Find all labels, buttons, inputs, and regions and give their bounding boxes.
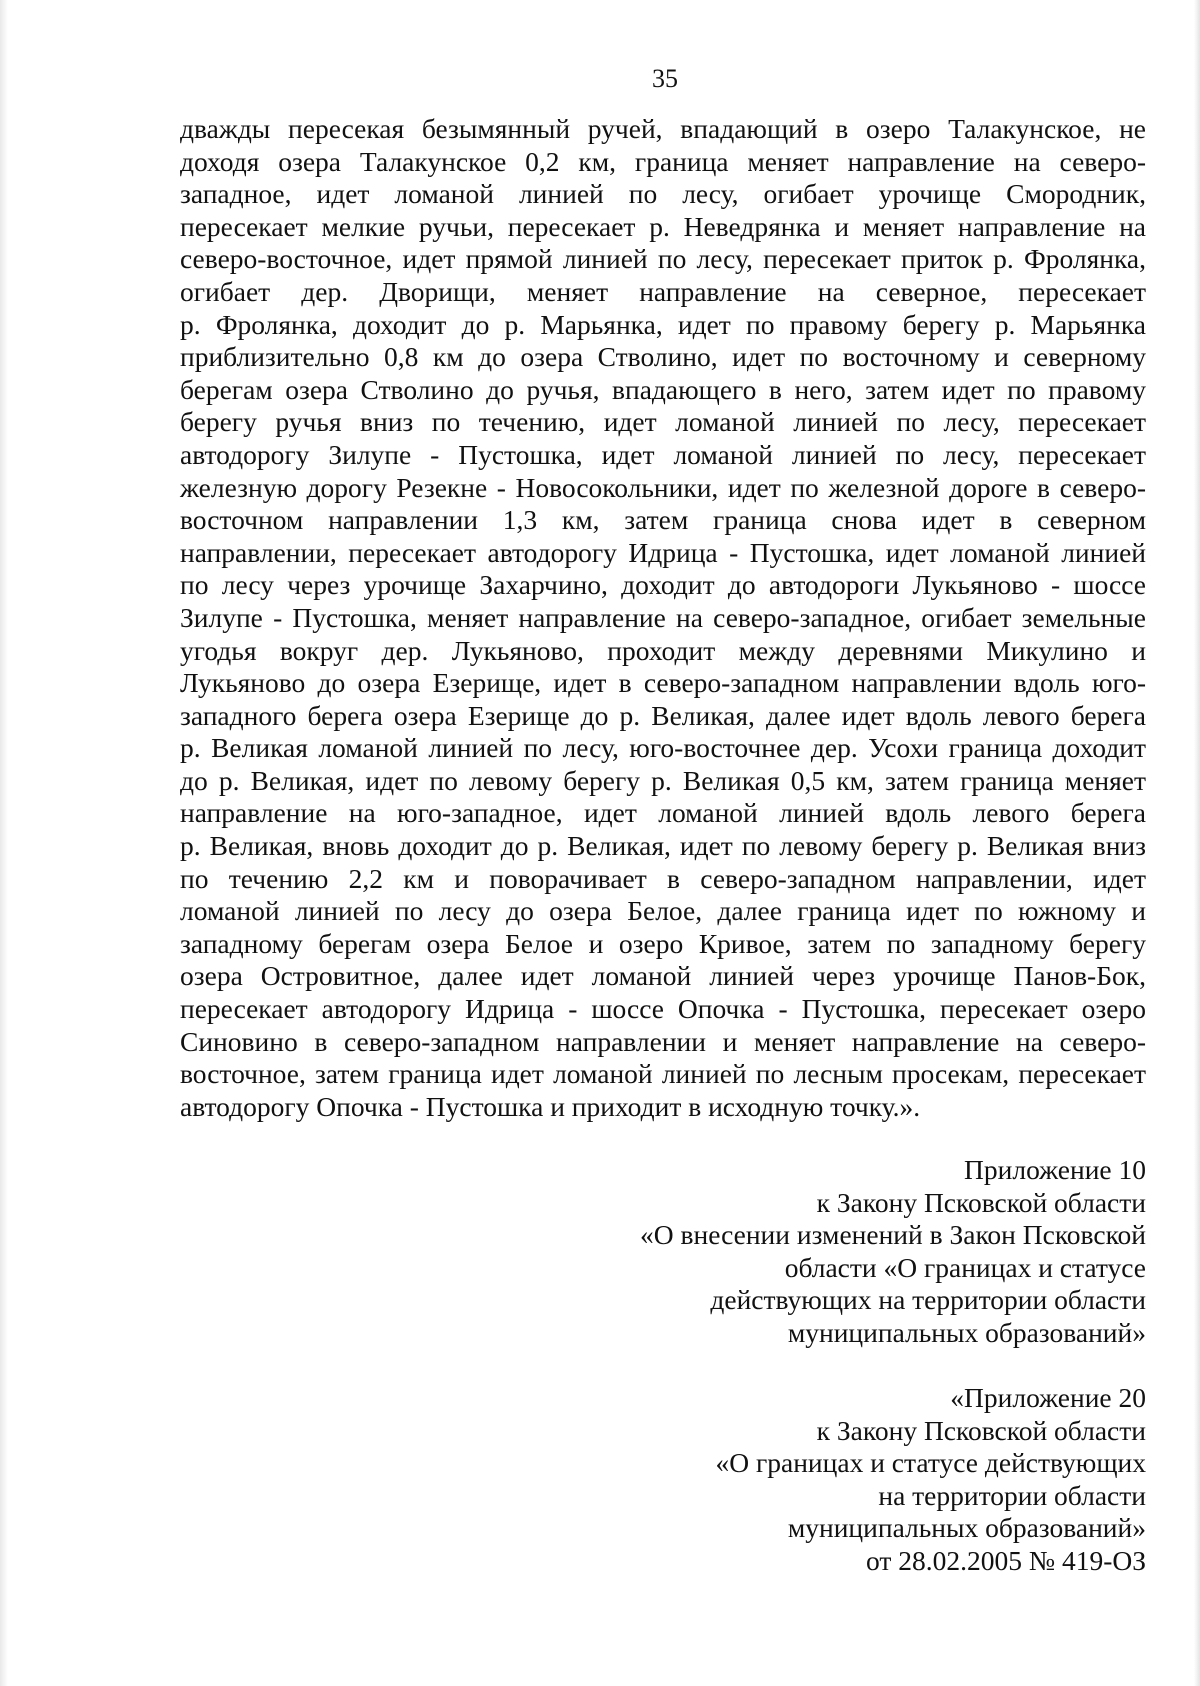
body-line: западное, идет ломаной линией по лесу, огибает урочище Смородник, <box>180 178 1146 210</box>
scan-edge-left <box>0 0 8 1686</box>
body-line: Синовино в северо-западном направлении и меняет направление на северо- <box>180 1025 1146 1057</box>
appendix-10-line: к Закону Псковской области <box>816 1186 1146 1218</box>
appendix-20-heading <box>446 1382 1146 1578</box>
body-line: до р. Великая, идет по левому берегу р. Великая 0,5 км, затем граница меняет <box>180 764 1146 796</box>
body-line: угодья вокруг дер. Лукьяново, проходит между деревнями Микулино и <box>180 634 1146 666</box>
body-line: северо-восточное, идет прямой линией по лесу, пересекает приток р. Фролянка, <box>180 243 1146 275</box>
body-line: автодорогу Зилупе - Пустошка, идет ломаной линией по лесу, пересекает <box>180 438 1146 470</box>
body-line: направлении, пересекает автодорогу Идрица - Пустошка, идет ломаной линией <box>180 536 1146 568</box>
appendix-10-line: Приложение 10 <box>964 1154 1146 1185</box>
body-line: ломаной линией по лесу до озера Белое, далее граница идет по южному и <box>180 895 1146 927</box>
body-line: железную дорогу Резекне - Новосокольники, идет по железной дороге в северо- <box>180 471 1146 503</box>
body-line: доходя озера Талакунское 0,2 км, граница меняет направление на северо- <box>180 145 1146 177</box>
body-line: приблизительно 0,8 км до озера Стволино, идет по восточному и северному <box>180 341 1146 373</box>
appendix-10-line: муниципальных образований» <box>787 1316 1146 1348</box>
appendix-20-line: на территории области <box>878 1479 1146 1511</box>
body-line: р. Великая, вновь доходит до р. Великая, идет по левому берегу р. Великая вниз <box>180 830 1146 862</box>
body-line: озера Островитное, далее идет ломаной линией через урочище Панов-Бок, <box>180 960 1146 992</box>
body-line: дважды пересекая безымянный ручей, впадающий в озеро Талакунское, не <box>180 113 1146 144</box>
appendix-20-line: от 28.02.2005 № 419-ОЗ <box>865 1544 1146 1576</box>
appendix-20-line: «Приложение 20 <box>950 1382 1146 1413</box>
body-line: восточном направлении 1,3 км, затем граница снова идет в северном <box>180 504 1146 536</box>
appendix-10-heading <box>446 1154 1146 1350</box>
body-text <box>180 113 1146 1123</box>
body-line: Лукьяново до озера Езерище, идет в северо-западном направлении вдоль юго- <box>180 667 1146 699</box>
page-number: 35 <box>652 64 678 93</box>
appendix-10-line: области «О границах и статусе <box>784 1251 1146 1283</box>
appendix-10-line: «О внесении изменений в Закон Псковской <box>640 1219 1146 1251</box>
body-line: восточное, затем граница идет ломаной линией по лесным просекам, пересекает <box>180 1058 1146 1090</box>
body-line: берегам озера Стволино до ручья, впадающего в него, затем идет по правому <box>180 373 1146 405</box>
body-line: направление на юго-западное, идет ломаной линией вдоль левого берега <box>180 797 1146 829</box>
body-line: по течению 2,2 км и поворачивает в северо-западном направлении, идет <box>180 862 1146 894</box>
body-line: р. Великая ломаной линией по лесу, юго-восточнее дер. Усохи граница доходит <box>180 732 1146 764</box>
appendix-20-line: к Закону Псковской области <box>816 1414 1146 1446</box>
scan-edge-right <box>1194 0 1200 1686</box>
body-line: западному берегам озера Белое и озеро Кривое, затем по западному берегу <box>180 927 1146 959</box>
body-line: Зилупе - Пустошка, меняет направление на северо-западное, огибает земельные <box>180 601 1146 633</box>
appendix-20-line: «О границах и статусе действующих <box>715 1447 1146 1479</box>
body-line: по лесу через урочище Захарчино, доходит до автодороги Лукьяново - шоссе <box>180 569 1146 601</box>
body-line: берегу ручья вниз по течению, идет ломаной линией по лесу, пересекает <box>180 406 1146 438</box>
appendix-20-line: муниципальных образований» <box>787 1512 1146 1544</box>
body-line: пересекает мелкие ручьи, пересекает р. Неведрянка и меняет направление на <box>180 210 1146 242</box>
body-line: автодорогу Опочка - Пустошка и приходит в исходную точку.». <box>180 1090 921 1122</box>
body-line: пересекает автодорогу Идрица - шоссе Опочка - Пустошка, пересекает озеро <box>180 993 1146 1025</box>
body-line: р. Фролянка, доходит до р. Марьянка, идет по правому берегу р. Марьянка <box>180 308 1146 340</box>
body-line: западного берега озера Езерище до р. Великая, далее идет вдоль левого берега <box>180 699 1146 731</box>
body-line: огибает дер. Дворищи, меняет направление на северное, пересекает <box>180 275 1146 307</box>
appendix-10-line: действующих на территории области <box>710 1284 1146 1316</box>
